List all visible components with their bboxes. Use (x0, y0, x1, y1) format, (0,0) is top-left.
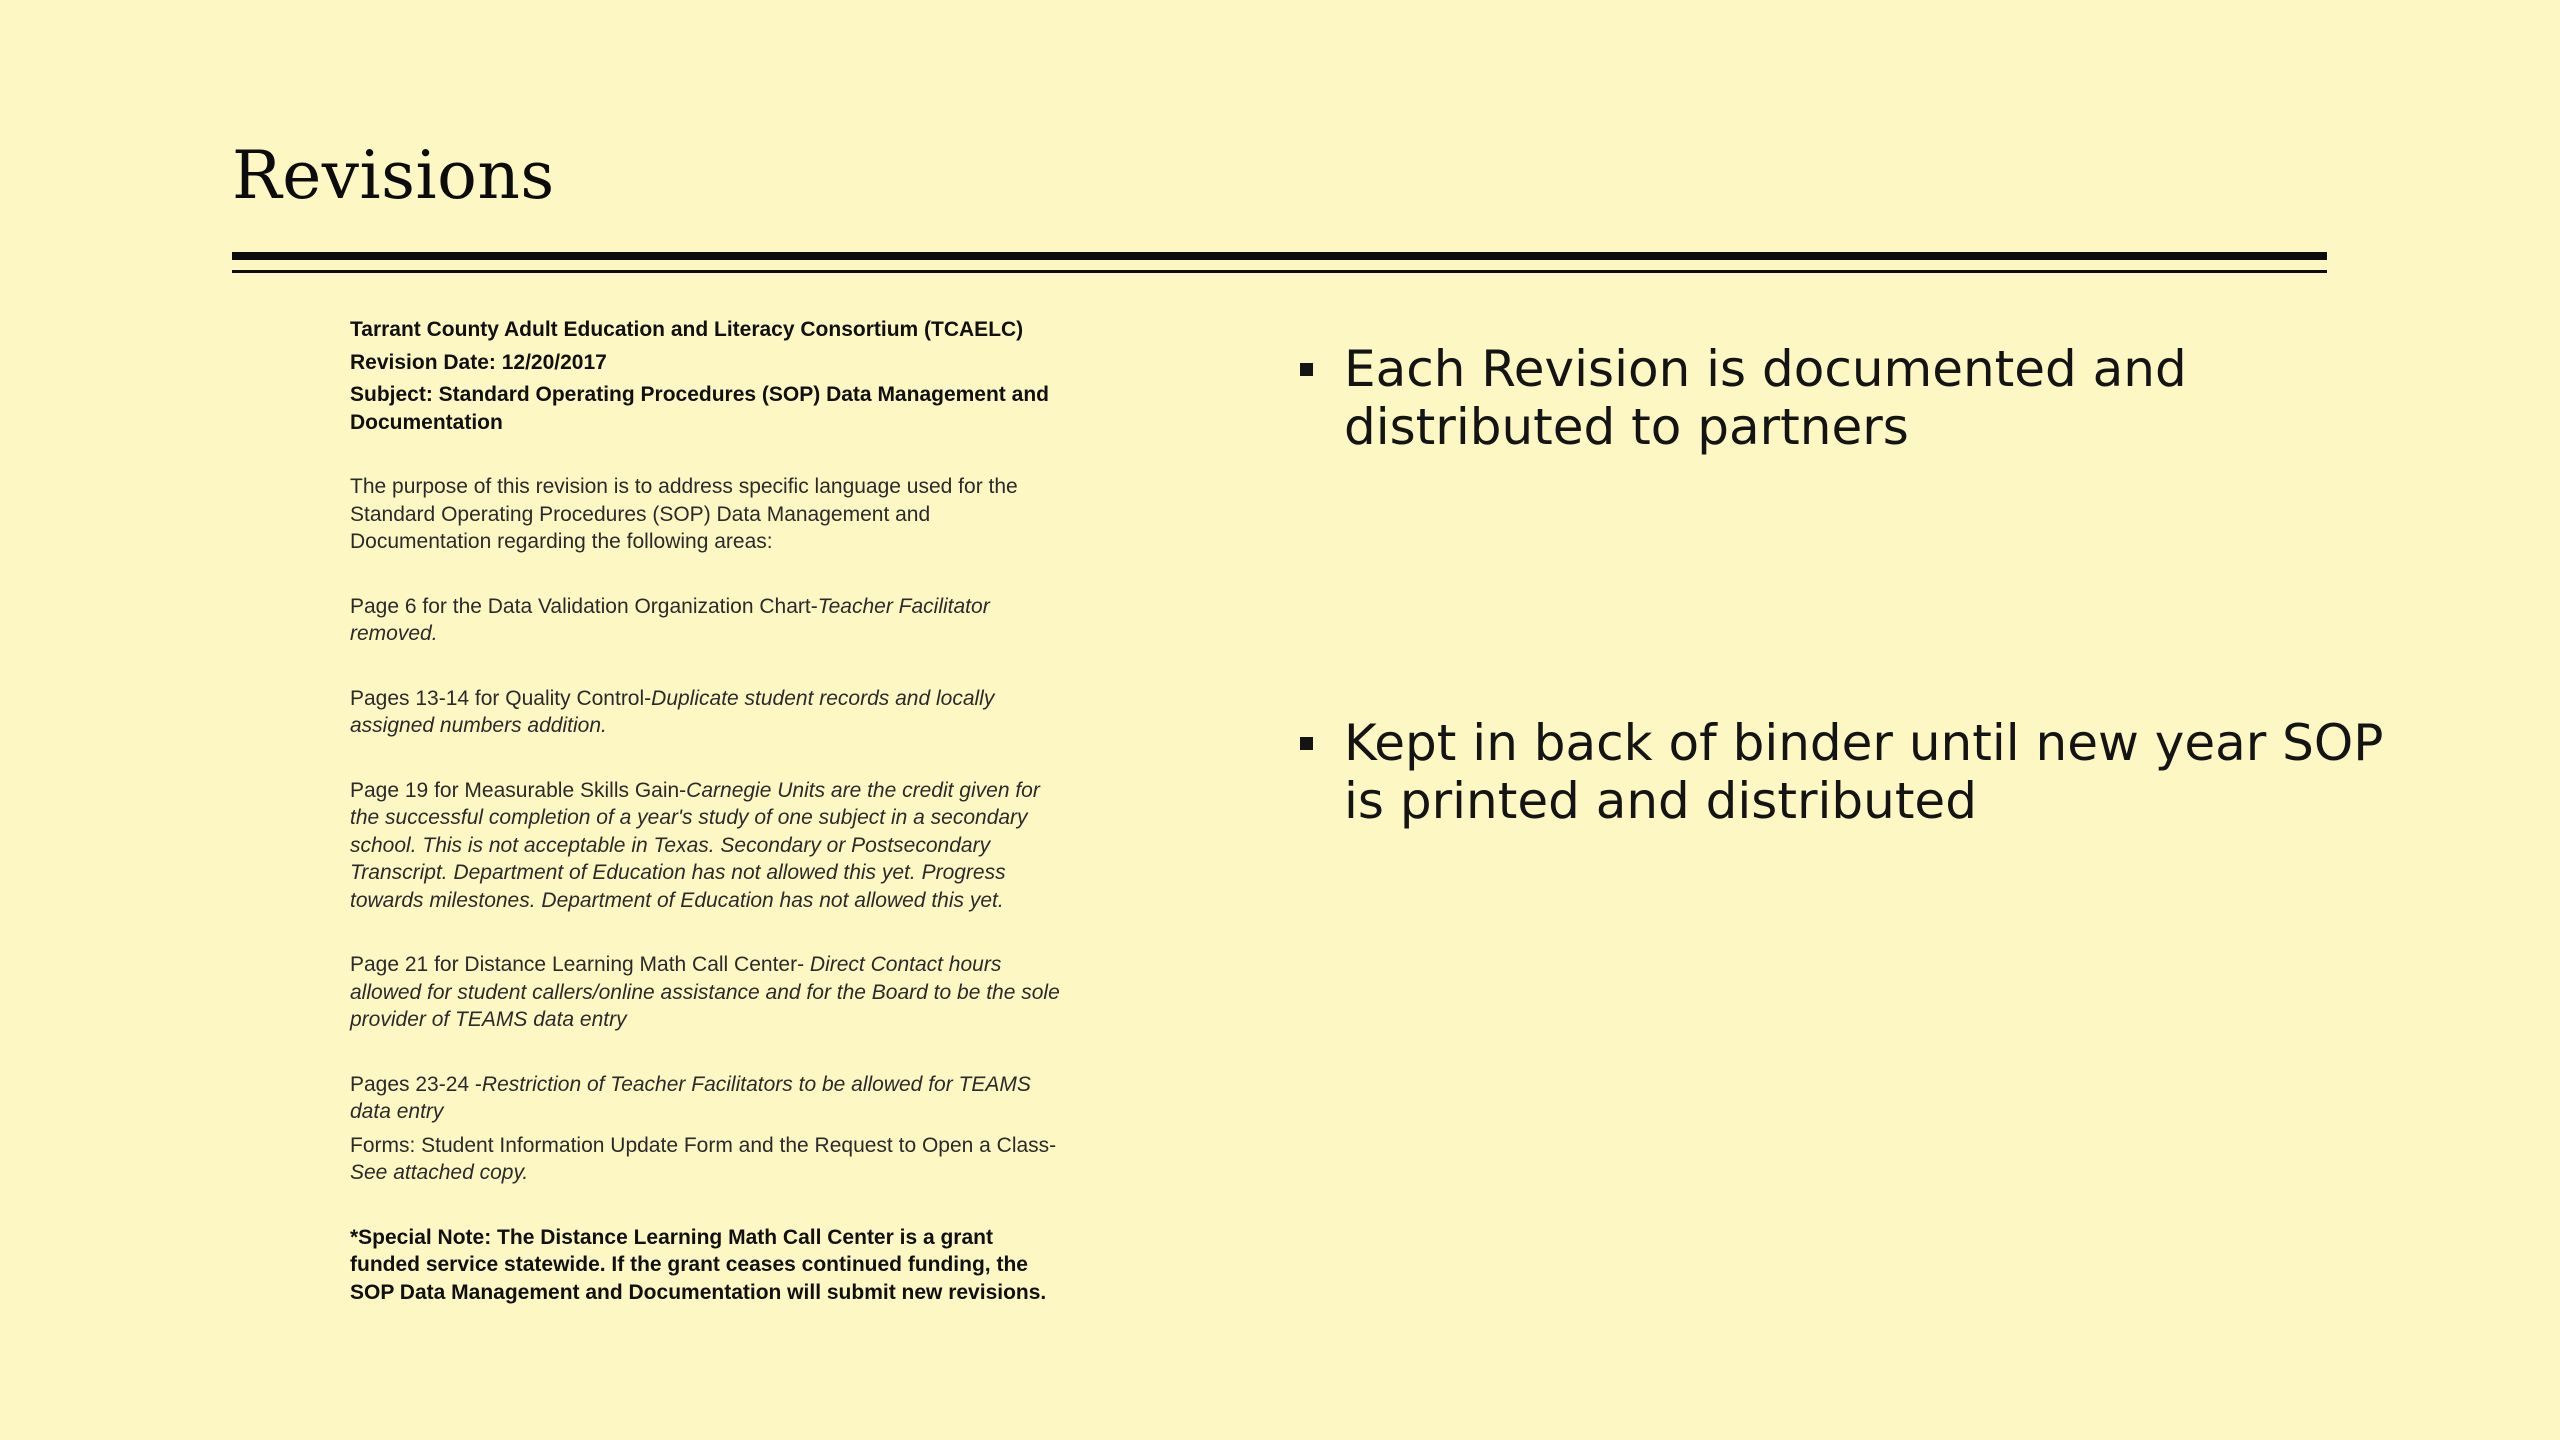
bullet-text: Each Revision is documented and distributed to partners (1344, 340, 2187, 456)
doc-item (350, 777, 1062, 915)
slide-title: Revisions (232, 137, 555, 214)
doc-item-lead: Pages 13-14 for Quality Control- (350, 686, 652, 710)
bullet-text: Kept in back of binder until new year SOP is printed and distributed (1344, 714, 2384, 830)
doc-item-detail: Restriction of Teacher Facilitators to be allowed for TEAMS data entry (350, 1072, 1031, 1123)
doc-purpose: The purpose of this revision is to address specific language used for the Standard Operating Procedures (SOP) Data Management and Documentation regarding the following areas: (350, 475, 1018, 553)
doc-special-note: *Special Note: The Distance Learning Math Call Center is a grant funded service statewide. If the grant ceases continued funding, the SOP Data Management and Documentation will submit new revisions. (350, 1225, 1047, 1304)
bullet-item (1300, 340, 2400, 456)
doc-item-lead: Pages 23-24 - (350, 1072, 482, 1096)
doc-item (350, 951, 1062, 1034)
doc-item (350, 685, 1062, 740)
doc-forms-detail: See attached copy. (350, 1161, 529, 1184)
title-divider-thin (232, 270, 2327, 273)
doc-item (350, 593, 1062, 648)
square-bullet-icon (1300, 363, 1313, 376)
doc-subject: Subject: Standard Operating Procedures (SOP) Data Management and Documentation (350, 383, 1049, 434)
doc-item-detail: Duplicate student records and locally assigned numbers addition. (350, 686, 995, 737)
square-bullet-icon (1300, 737, 1313, 750)
bullet-list (1300, 340, 2400, 830)
doc-item-lead: Page 6 for the Data Validation Organization Chart- (350, 594, 818, 618)
revision-document (350, 316, 1062, 1306)
doc-revision-date: Revision Date: 12/20/2017 (350, 350, 607, 374)
bullet-item (1300, 714, 2400, 830)
doc-item-lead: Page 21 for Distance Learning Math Call Center- (350, 953, 810, 976)
doc-forms-lead: Forms: Student Information Update Form and the Request to Open a Class- (350, 1133, 1057, 1157)
doc-item-detail: Carnegie Units are the credit given for the successful completion of a year's study of one subject in a secondary school. This is not acceptable in Texas. Secondary or Postsecondary Transcript. Department of Education has not allowed this yet. Progress towards milestones. Department of Education has not allowed this yet. (350, 778, 1040, 912)
doc-org: Tarrant County Adult Education and Literacy Consortium (TCAELC) (350, 318, 1024, 341)
doc-item-lead: Page 19 for Measurable Skills Gain- (350, 778, 687, 802)
doc-forms (350, 1132, 1062, 1187)
doc-item (350, 1071, 1062, 1126)
doc-item-detail: Teacher Facilitator removed. (350, 594, 990, 645)
title-divider-thick (232, 252, 2327, 260)
doc-item-detail: Direct Contact hours allowed for student callers/online assistance and for the Board to be the sole provider of TEAMS data entry (350, 953, 1060, 1031)
